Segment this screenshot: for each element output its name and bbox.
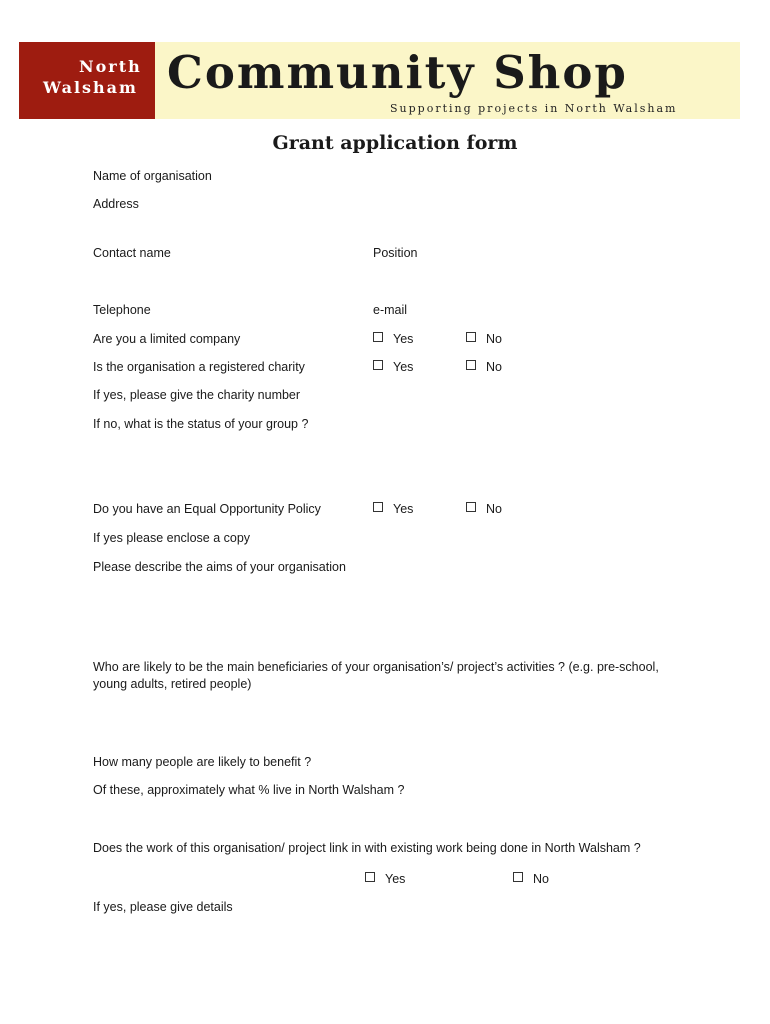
checkbox-label: Yes <box>393 332 414 346</box>
label-beneficiaries: Who are likely to be the main beneficiaries of your organisation’s/ project’s activities ? (e.g. pre-school, young adults, retired people) <box>93 660 659 691</box>
label-telephone: Telephone <box>93 303 151 317</box>
checkbox-icon <box>373 360 383 370</box>
equal-opportunity-yes-checkbox[interactable] <box>373 501 413 517</box>
label-how-many: How many people are likely to benefit ? <box>93 755 312 769</box>
checkbox-label: No <box>486 502 502 516</box>
checkbox-label: No <box>533 872 549 886</box>
checkbox-label: Yes <box>385 872 406 886</box>
label-link-existing: Does the work of this organisation/ project link in with existing work being done in North Walsham ? <box>93 841 641 855</box>
label-position: Position <box>373 246 418 260</box>
label-charity-number: If yes, please give the charity number <box>93 388 301 402</box>
label-address: Address <box>93 197 139 211</box>
checkbox-icon <box>373 332 383 342</box>
checkbox-label: Yes <box>393 360 414 374</box>
label-contact-name: Contact name <box>93 246 171 260</box>
banner-title: Community Shop <box>167 46 628 99</box>
link-existing-yes-checkbox[interactable] <box>365 871 405 887</box>
banner-subtitle: Supporting projects in North Walsham <box>390 102 678 115</box>
link-existing-no-checkbox[interactable] <box>513 871 549 887</box>
banner-location-line2: Walsham <box>43 78 138 97</box>
label-group-status: If no, what is the status of your group ? <box>93 417 309 431</box>
registered-charity-no-checkbox[interactable] <box>466 359 502 375</box>
label-enclose-copy: If yes please enclose a copy <box>93 531 251 545</box>
label-registered-charity: Is the organisation a registered charity <box>93 360 305 374</box>
checkbox-icon <box>466 360 476 370</box>
checkbox-icon <box>365 872 375 882</box>
checkbox-label: No <box>486 360 502 374</box>
label-email: e-mail <box>373 303 408 317</box>
label-equal-opportunity: Do you have an Equal Opportunity Policy <box>93 502 321 516</box>
checkbox-icon <box>513 872 523 882</box>
label-percent-live: Of these, approximately what % live in North Walsham ? <box>93 783 405 797</box>
registered-charity-yes-checkbox[interactable] <box>373 359 413 375</box>
checkbox-icon <box>373 502 383 512</box>
label-give-details: If yes, please give details <box>93 900 233 914</box>
checkbox-label: Yes <box>393 502 414 516</box>
checkbox-icon <box>466 502 476 512</box>
limited-company-no-checkbox[interactable] <box>466 331 502 347</box>
header-banner <box>19 42 740 119</box>
banner-location-block <box>19 42 155 119</box>
limited-company-yes-checkbox[interactable] <box>373 331 413 347</box>
banner-location-line1: North <box>79 57 142 76</box>
form-title: Grant application form <box>272 132 518 154</box>
label-describe-aims: Please describe the aims of your organisation <box>93 560 346 574</box>
label-name-of-organisation: Name of organisation <box>93 169 212 183</box>
label-limited-company: Are you a limited company <box>93 332 241 346</box>
checkbox-label: No <box>486 332 502 346</box>
equal-opportunity-no-checkbox[interactable] <box>466 501 502 517</box>
checkbox-icon <box>466 332 476 342</box>
